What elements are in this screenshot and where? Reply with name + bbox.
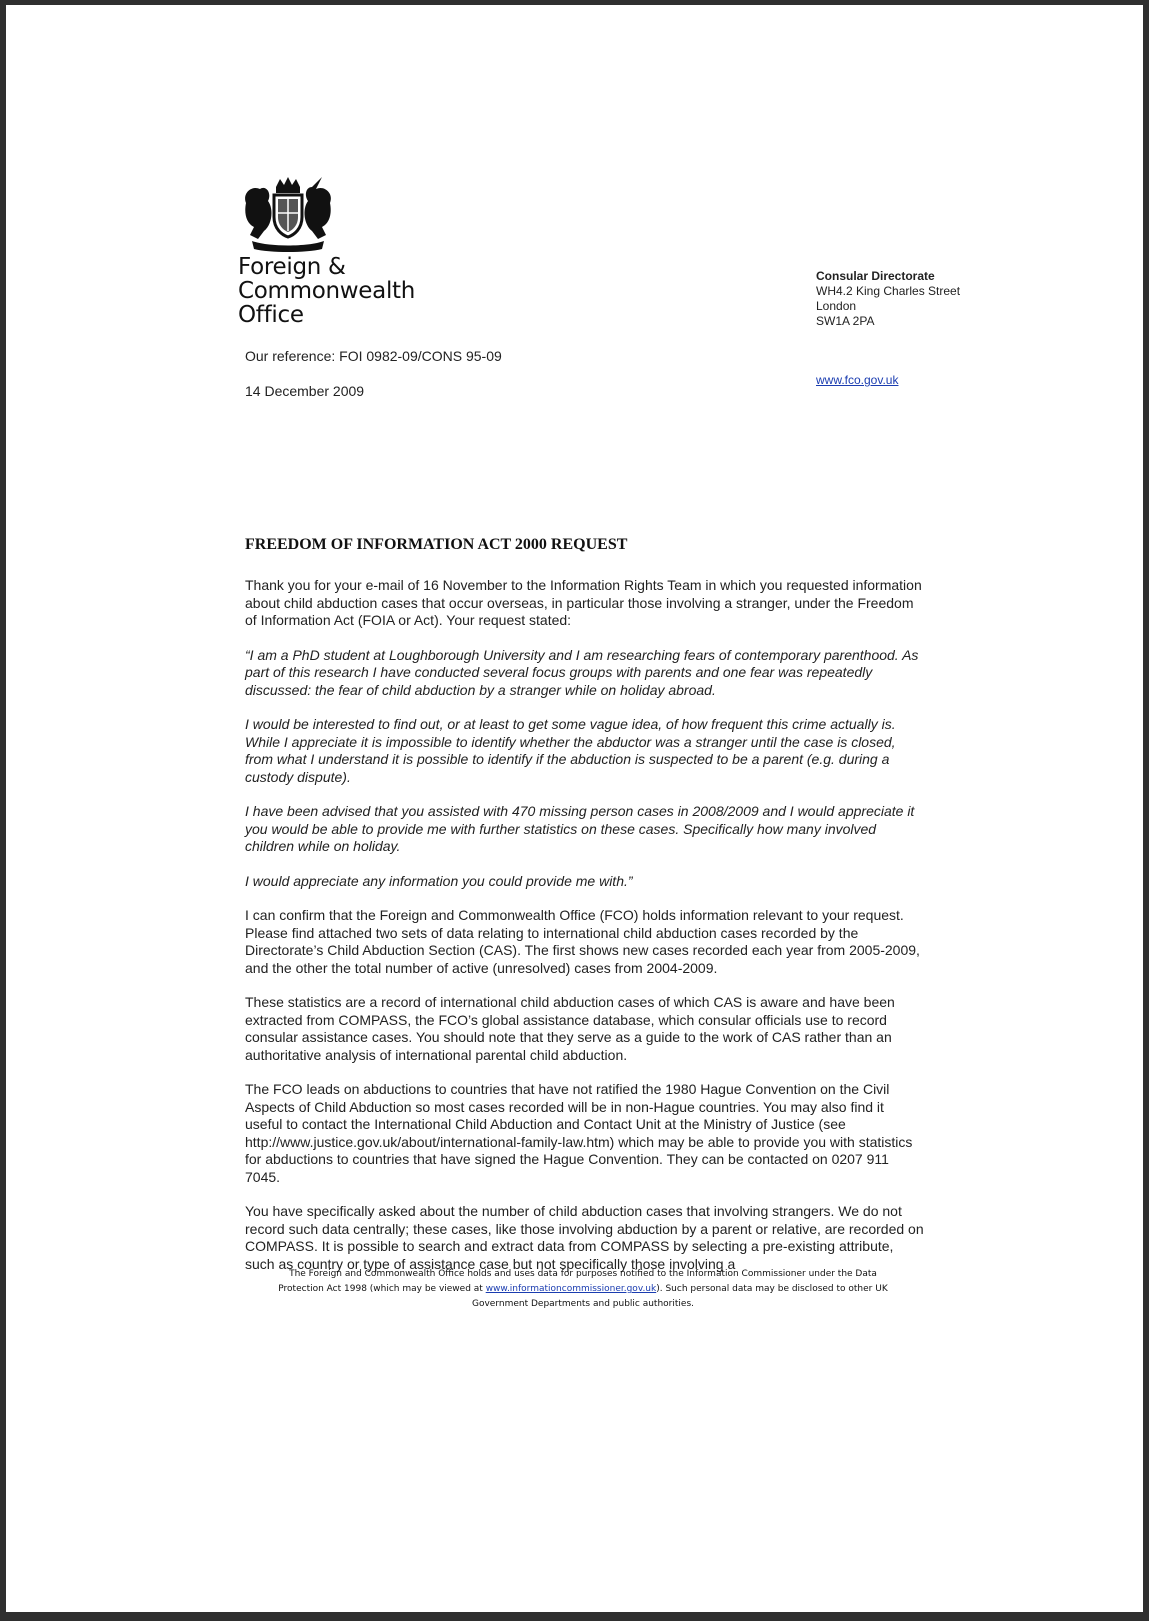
document-page [6,5,1143,1612]
organisation-name [238,255,415,327]
address-line: WH4.2 King Charles Street [816,284,961,298]
website-link[interactable]: www.fco.gov.uk [816,373,899,387]
our-reference: Our reference: FOI 0982-09/CONS 95-09 [245,348,502,364]
footer-text: Protection Act 1998 (which may be viewed at [278,1284,486,1294]
data-protection-footer [238,1267,928,1312]
paragraph: You have specifically asked about the number of child abduction cases that involving strangers. We do not record such data centrally; these cases, like those involving abduction by a parent or relative, are recorded on COMPASS. It is possible to search and extract data from COMPASS by selecting a pre-existing attribute, such as country or type of assistance case but not specifically those involving a [245,1203,924,1272]
paragraph: These statistics are a record of international child abduction cases of which CAS is aware and have been extracted from COMPASS, the FCO’s global assistance database, which consular officials use to record consular assistance cases. You should note that they serve as a guide to the work of CAS rather than an authoritative analysis of international parental child abduction. [245,994,895,1063]
footer-line [238,1282,928,1297]
org-name-line: Foreign & [238,254,346,280]
footer-line: The Foreign and Commonwealth Office holds and uses data for purposes notified to the Information Commissioner under the Data [289,1269,877,1279]
footer-line: Government Departments and public authorities. [471,1299,694,1309]
paragraph: I can confirm that the Foreign and Commonwealth Office (FCO) holds information relevant to your request. Please find attached two sets of data relating to international child abduction cases recorded by the Directorate’s Child Abduction Section (CAS). The first shows new cases recorded each year from 2005-2009, and the other the total number of active (unresolved) cases from 2004-2009. [245,907,920,976]
quoted-paragraph: I would be interested to find out, or at least to get some vague idea, of how frequent this crime actually is. While I appreciate it is impossible to identify whether the abductor was a stranger until the case is closed, from what I understand it is possible to identify if the abduction is suspected to be a parent (e.g. during a custody dispute). [245,716,896,785]
letter-date: 14 December 2009 [245,383,365,399]
footer-text: ). Such personal data may be disclosed to other UK [656,1284,888,1294]
information-commissioner-link[interactable]: www.informationcommissioner.gov.uk [485,1284,657,1294]
org-name-line: Commonwealth [238,278,416,304]
address-line: London [816,299,857,313]
paragraph: The FCO leads on abductions to countries that have not ratified the 1980 Hague Convention on the Civil Aspects of Child Abduction so most cases recorded will be in non-Hague countries. You may also find it useful to contact the International Child Abduction and Contact Unit at the Ministry of Justice (see http://www.justice.gov.uk/about/international-family-law.htm) which may be able to provide you with statistics for abductions to countries that have signed the Hague Convention. They can be contacted on 0207 911 7045. [245,1081,913,1185]
org-name-line: Office [238,302,304,328]
letter-heading: FREEDOM OF INFORMATION ACT 2000 REQUEST [245,536,628,553]
quoted-paragraph: I would appreciate any information you could provide me with.” [245,872,633,889]
quoted-paragraph: I have been advised that you assisted with 470 missing person cases in 2008/2009 and I would appreciate it you would be able to provide me with further statistics on these cases. Specifically how many involved children while on holiday. [245,803,915,854]
quoted-paragraph: “I am a PhD student at Loughborough University and I am researching fears of contemporary parenthood. As part of this research I have conducted several focus groups with parents and one fear was repeatedly discussed: the fear of child abduction by a stranger while on holiday abroad. [245,646,919,698]
letter-body [245,577,925,1273]
address-line: SW1A 2PA [816,314,875,328]
department-name: Consular Directorate [816,269,935,283]
coat-of-arms-icon [238,173,338,253]
paragraph: Thank you for your e-mail of 16 November to the Information Rights Team in which you requested information about child abduction cases that occur overseas, in particular those involving a stranger, under the Freedom of Information Act (FOIA or Act). Your request stated: [245,577,922,628]
sender-address [816,269,960,329]
